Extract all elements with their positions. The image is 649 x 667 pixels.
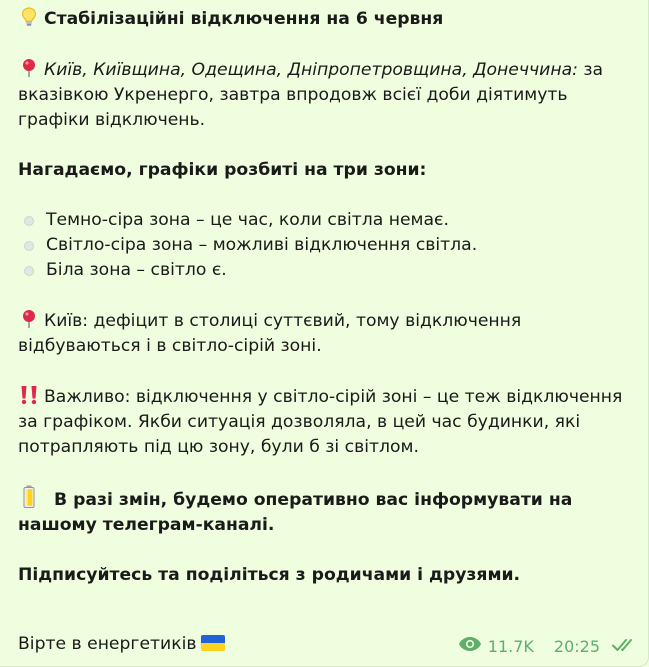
round-pushpin-icon <box>18 57 40 79</box>
paragraph-important <box>18 384 638 460</box>
battery-icon <box>18 485 40 507</box>
message-text <box>18 6 638 613</box>
bullet-dot-icon <box>24 266 34 276</box>
ukraine-flag-icon <box>201 635 225 651</box>
bullet-dot-icon <box>24 216 34 226</box>
title-line <box>18 6 638 32</box>
paragraph-subscribe: Підписуйтесь та поділіться з родичами і друзями. <box>18 565 521 585</box>
list-item: Світло-сіра зона – можливі відключення світла. <box>18 233 638 258</box>
closing-text: Вірте в енергетиків <box>18 634 197 654</box>
message-meta <box>458 636 638 656</box>
changes-text: В разі змін, будемо оперативно вас інформувати на нашому телеграм-каналі. <box>18 490 573 535</box>
message-time: 20:25 <box>553 636 600 656</box>
bullet-dot-icon <box>24 241 34 251</box>
list-item: Біла зона – світло є. <box>18 258 638 283</box>
paragraph-regions <box>18 57 638 133</box>
closing-line <box>18 632 225 657</box>
double-check-icon <box>612 637 638 656</box>
regions-body: за вказівкою Укренерго, завтра впродовж всієї доби діятимуть графіки відключень. <box>18 60 604 130</box>
regions-text: Київ, Київщина, Одещина, Дніпропетровщина, Донеччина: <box>44 60 578 80</box>
list-item: Темно-сіра зона – це час, коли світла немає. <box>18 208 638 233</box>
views-count: 11.7K <box>487 636 534 656</box>
paragraph-kyiv <box>18 308 638 359</box>
zones-intro: Нагадаємо, графіки розбиті на три зони: <box>18 160 427 180</box>
lightbulb-icon <box>18 6 40 28</box>
kyiv-text: Київ: дефіцит в столиці суттєвий, тому відключення відбуваються і в світло-сірій зоні. <box>18 311 522 356</box>
zones-list <box>18 208 638 283</box>
eye-icon <box>458 636 482 656</box>
double-exclamation-icon <box>18 384 40 406</box>
important-text: Важливо: відключення у світло-сірій зоні – це теж відключення за графіком. Якби ситуація дозволяла, в цей час будинки, які потрапляють під цю зону, були б зі світлом. <box>18 387 623 457</box>
round-pushpin-icon <box>18 308 40 330</box>
paragraph-changes <box>18 485 638 538</box>
message-title: Стабілізаційні відключення на 6 червня <box>44 9 444 29</box>
